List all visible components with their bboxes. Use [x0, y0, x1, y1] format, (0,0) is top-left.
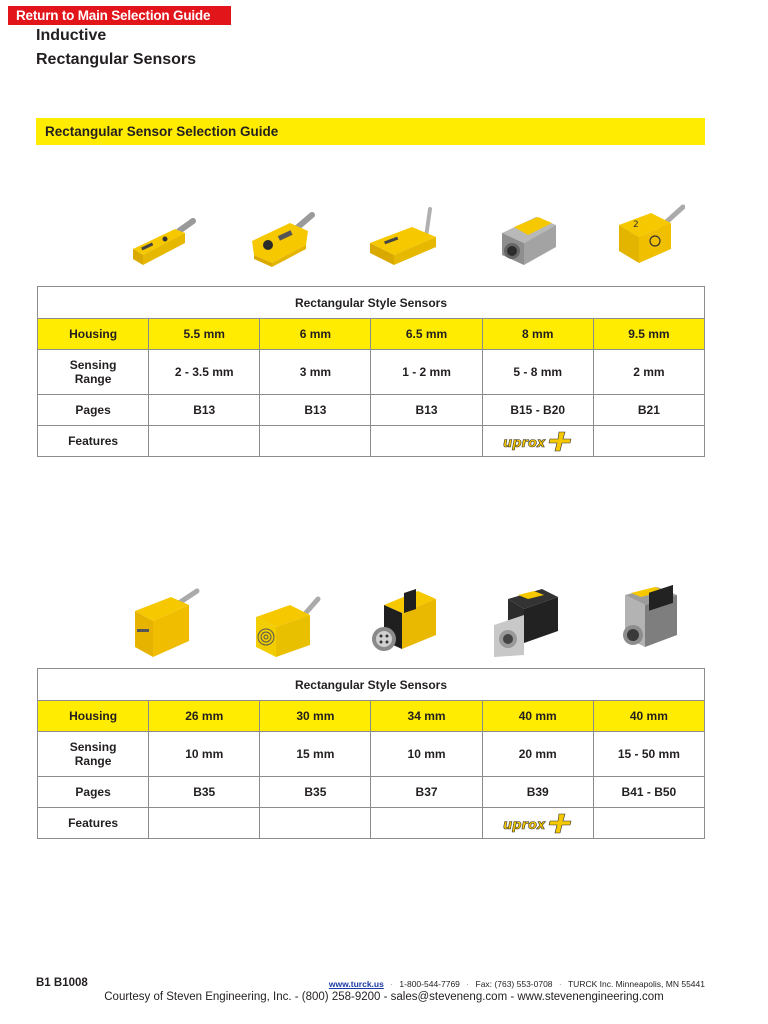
housing-cell: 8 mm — [482, 319, 593, 350]
housing-label: Housing — [38, 319, 149, 350]
product-images-row-1 — [103, 203, 705, 269]
page-title-line1: Inductive — [36, 27, 107, 44]
pages-label: Pages — [38, 777, 149, 808]
courtesy-line: Courtesy of Steven Engineering, Inc. - (800) 258-9200 - sales@steveneng.com - www.stevenengineering.com — [104, 991, 664, 1003]
housing-cell: 40 mm — [593, 701, 704, 732]
table-row — [38, 395, 705, 426]
yellow-black-connector-sensor-image — [344, 585, 464, 659]
pages-cell[interactable]: B41 - B50 — [593, 777, 704, 808]
svg-text:2: 2 — [632, 220, 639, 230]
sensing-cell: 10 mm — [371, 732, 482, 777]
page-title-line2: Rectangular Sensors — [36, 51, 197, 68]
pages-cell[interactable]: B13 — [371, 395, 482, 426]
separator-dot: · — [466, 979, 470, 989]
sensor-table-1 — [37, 286, 705, 457]
small-yellow-sensor-image — [103, 203, 223, 269]
housing-cell: 40 mm — [482, 701, 593, 732]
phone-number: 1-800-544-7769 — [399, 979, 460, 989]
sensor-table-2 — [37, 668, 705, 839]
table-caption: Rectangular Style Sensors — [38, 287, 705, 319]
section-title-bar: Rectangular Sensor Selection Guide — [36, 118, 705, 145]
sensing-cell: 3 mm — [260, 350, 371, 395]
yellow-cube-sensor-image — [585, 203, 705, 269]
table-row — [38, 426, 705, 457]
housing-cell: 5.5 mm — [149, 319, 260, 350]
housing-cell: 6.5 mm — [371, 319, 482, 350]
return-to-main-guide-link[interactable]: Return to Main Selection Guide — [8, 6, 231, 25]
features-label: Features — [38, 426, 149, 457]
pages-cell[interactable]: B39 — [482, 777, 593, 808]
housing-cell: 26 mm — [149, 701, 260, 732]
svg-text:uprox: uprox — [502, 818, 545, 833]
features-cell — [149, 808, 260, 839]
housing-cell: 30 mm — [260, 701, 371, 732]
pages-cell[interactable]: B13 — [260, 395, 371, 426]
sensing-cell: 10 mm — [149, 732, 260, 777]
table-row — [38, 350, 705, 395]
pages-label: Pages — [38, 395, 149, 426]
table-row — [38, 319, 705, 350]
housing-label: Housing — [38, 701, 149, 732]
features-cell — [260, 426, 371, 457]
table-caption: Rectangular Style Sensors — [38, 669, 705, 701]
sensing-cell: 1 - 2 mm — [371, 350, 482, 395]
pages-cell[interactable]: B35 — [149, 777, 260, 808]
housing-cell: 6 mm — [260, 319, 371, 350]
table-row — [38, 777, 705, 808]
features-cell — [593, 426, 704, 457]
features-cell — [593, 808, 704, 839]
sensing-cell: 2 mm — [593, 350, 704, 395]
sensing-cell: 20 mm — [482, 732, 593, 777]
yellow-flat-sensor-image — [344, 203, 464, 269]
features-cell — [371, 808, 482, 839]
housing-cell: 34 mm — [371, 701, 482, 732]
pages-cell[interactable]: B21 — [593, 395, 704, 426]
features-cell — [482, 426, 593, 457]
pages-cell[interactable]: B13 — [149, 395, 260, 426]
pages-cell[interactable]: B35 — [260, 777, 371, 808]
uprox-logo-icon — [501, 812, 575, 834]
sensing-cell: 5 - 8 mm — [482, 350, 593, 395]
yellow-disc-sensor-image — [223, 203, 343, 269]
footer-contact — [329, 979, 705, 989]
page-number: B1 B1008 — [36, 977, 88, 989]
pages-cell[interactable]: B15 - B20 — [482, 395, 593, 426]
features-cell — [371, 426, 482, 457]
separator-dot: · — [390, 979, 394, 989]
yellow-coil-sensor-image — [223, 585, 343, 659]
yellow-block-sensor-image — [103, 585, 223, 659]
uprox-logo-icon — [501, 430, 575, 452]
svg-text:uprox: uprox — [502, 436, 545, 451]
features-cell — [482, 808, 593, 839]
pages-cell[interactable]: B37 — [371, 777, 482, 808]
product-images-row-2 — [103, 585, 705, 659]
metal-block-sensor-image — [585, 585, 705, 659]
features-cell — [260, 808, 371, 839]
table-row — [38, 808, 705, 839]
table-row — [38, 701, 705, 732]
features-cell — [149, 426, 260, 457]
sensing-range-label: Sensing Range — [38, 350, 149, 395]
sensing-cell: 15 - 50 mm — [593, 732, 704, 777]
website-link[interactable]: www.turck.us — [328, 979, 384, 989]
separator-dot: · — [558, 979, 562, 989]
black-metal-sensor-image — [464, 585, 584, 659]
sensing-cell: 15 mm — [260, 732, 371, 777]
table-row — [38, 732, 705, 777]
sensing-range-label: Sensing Range — [38, 732, 149, 777]
metal-connector-sensor-image — [464, 203, 584, 269]
fax-number: Fax: (763) 553-0708 — [475, 979, 553, 989]
company-address: TURCK Inc. Minneapolis, MN 55441 — [567, 979, 705, 989]
features-label: Features — [38, 808, 149, 839]
sensing-cell: 2 - 3.5 mm — [149, 350, 260, 395]
housing-cell: 9.5 mm — [593, 319, 704, 350]
